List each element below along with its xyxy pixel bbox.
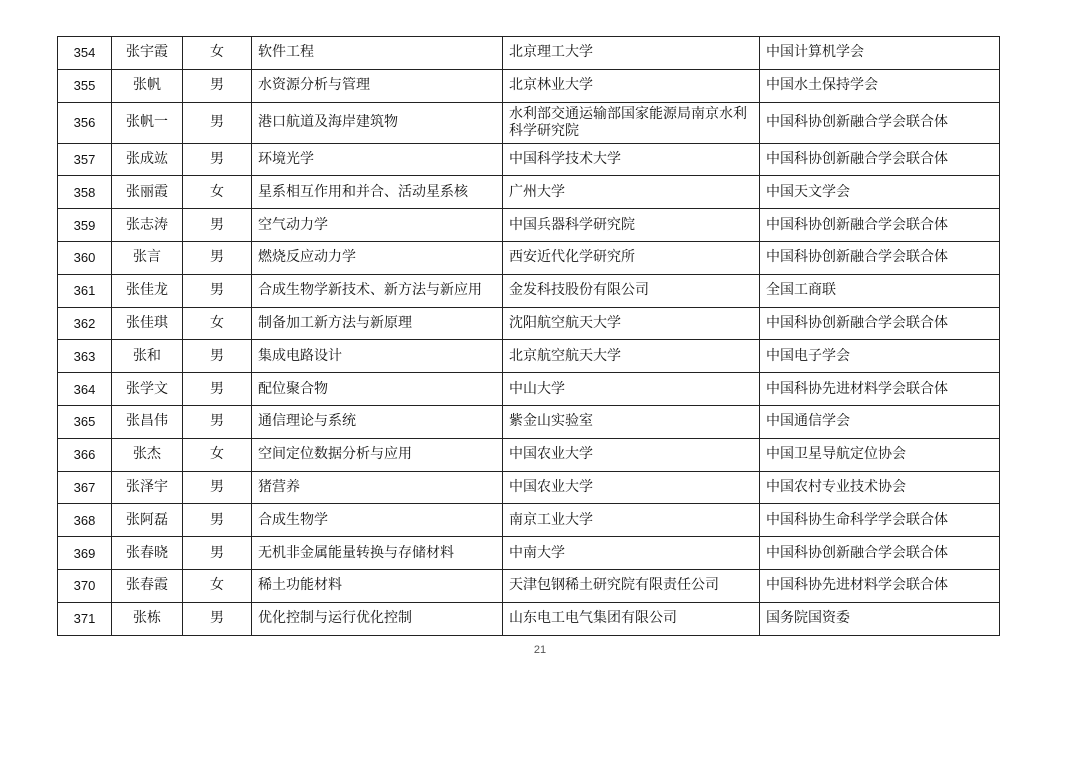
cell-recommender: 国务院国资委 (760, 602, 1000, 635)
cell-number: 367 (58, 471, 112, 504)
table-row (58, 569, 1000, 602)
cell-name: 张帆一 (112, 102, 183, 143)
cell-name: 张成竑 (112, 143, 183, 176)
cell-number: 366 (58, 438, 112, 471)
cell-research-field: 星系相互作用和并合、活动星系核 (252, 176, 503, 209)
cell-gender: 男 (183, 241, 252, 274)
cell-gender: 男 (183, 537, 252, 570)
cell-organization: 广州大学 (503, 176, 760, 209)
table-body (58, 37, 1000, 636)
cell-research-field: 合成生物学新技术、新方法与新应用 (252, 274, 503, 307)
table-row (58, 143, 1000, 176)
cell-recommender: 中国计算机学会 (760, 37, 1000, 70)
cell-research-field: 稀土功能材料 (252, 569, 503, 602)
table-row (58, 176, 1000, 209)
cell-name: 张宇霞 (112, 37, 183, 70)
cell-organization: 中南大学 (503, 537, 760, 570)
cell-recommender: 中国科协创新融合学会联合体 (760, 209, 1000, 242)
cell-number: 359 (58, 209, 112, 242)
cell-gender: 女 (183, 438, 252, 471)
cell-gender: 男 (183, 274, 252, 307)
cell-recommender: 中国科协创新融合学会联合体 (760, 537, 1000, 570)
cell-number: 365 (58, 405, 112, 438)
cell-recommender: 中国天文学会 (760, 176, 1000, 209)
cell-recommender: 中国科协生命科学学会联合体 (760, 504, 1000, 537)
cell-gender: 男 (183, 504, 252, 537)
table-row (58, 340, 1000, 373)
cell-gender: 男 (183, 602, 252, 635)
cell-organization: 水利部交通运输部国家能源局南京水利科学研究院 (503, 102, 760, 143)
cell-gender: 男 (183, 69, 252, 102)
cell-recommender: 中国科协创新融合学会联合体 (760, 102, 1000, 143)
cell-name: 张阿磊 (112, 504, 183, 537)
table-row (58, 69, 1000, 102)
cell-name: 张丽霞 (112, 176, 183, 209)
cell-name: 张志涛 (112, 209, 183, 242)
cell-recommender: 中国通信学会 (760, 405, 1000, 438)
cell-research-field: 水资源分析与管理 (252, 69, 503, 102)
table-row (58, 504, 1000, 537)
cell-recommender: 中国卫星导航定位协会 (760, 438, 1000, 471)
cell-organization: 金发科技股份有限公司 (503, 274, 760, 307)
cell-research-field: 环境光学 (252, 143, 503, 176)
table-row (58, 307, 1000, 340)
table-row (58, 102, 1000, 143)
cell-name: 张杰 (112, 438, 183, 471)
cell-gender: 女 (183, 307, 252, 340)
cell-number: 362 (58, 307, 112, 340)
cell-gender: 男 (183, 471, 252, 504)
nominee-table (57, 36, 1000, 636)
cell-research-field: 燃烧反应动力学 (252, 241, 503, 274)
cell-organization: 紫金山实验室 (503, 405, 760, 438)
cell-name: 张佳琪 (112, 307, 183, 340)
cell-name: 张春霞 (112, 569, 183, 602)
cell-gender: 女 (183, 176, 252, 209)
cell-name: 张栋 (112, 602, 183, 635)
cell-number: 360 (58, 241, 112, 274)
cell-name: 张春晓 (112, 537, 183, 570)
cell-recommender: 中国电子学会 (760, 340, 1000, 373)
cell-organization: 北京理工大学 (503, 37, 760, 70)
cell-organization: 北京航空航天大学 (503, 340, 760, 373)
cell-name: 张昌伟 (112, 405, 183, 438)
table-row (58, 537, 1000, 570)
cell-research-field: 优化控制与运行优化控制 (252, 602, 503, 635)
cell-research-field: 合成生物学 (252, 504, 503, 537)
table-row (58, 209, 1000, 242)
cell-number: 368 (58, 504, 112, 537)
cell-recommender: 全国工商联 (760, 274, 1000, 307)
cell-number: 369 (58, 537, 112, 570)
cell-number: 370 (58, 569, 112, 602)
cell-name: 张佳龙 (112, 274, 183, 307)
table-row (58, 373, 1000, 406)
cell-number: 371 (58, 602, 112, 635)
cell-organization: 北京林业大学 (503, 69, 760, 102)
cell-name: 张泽宇 (112, 471, 183, 504)
cell-recommender: 中国农村专业技术协会 (760, 471, 1000, 504)
cell-gender: 男 (183, 209, 252, 242)
cell-research-field: 制备加工新方法与新原理 (252, 307, 503, 340)
cell-recommender: 中国科协先进材料学会联合体 (760, 569, 1000, 602)
table-row (58, 602, 1000, 635)
cell-number: 356 (58, 102, 112, 143)
cell-number: 354 (58, 37, 112, 70)
cell-organization: 沈阳航空航天大学 (503, 307, 760, 340)
cell-recommender: 中国科协创新融合学会联合体 (760, 143, 1000, 176)
cell-organization: 山东电工电气集团有限公司 (503, 602, 760, 635)
cell-number: 355 (58, 69, 112, 102)
cell-number: 358 (58, 176, 112, 209)
cell-number: 361 (58, 274, 112, 307)
cell-gender: 男 (183, 405, 252, 438)
table-row (58, 471, 1000, 504)
cell-organization: 中山大学 (503, 373, 760, 406)
cell-recommender: 中国科协创新融合学会联合体 (760, 241, 1000, 274)
cell-gender: 男 (183, 373, 252, 406)
cell-research-field: 软件工程 (252, 37, 503, 70)
cell-organization: 中国科学技术大学 (503, 143, 760, 176)
cell-number: 364 (58, 373, 112, 406)
cell-number: 357 (58, 143, 112, 176)
cell-gender: 男 (183, 102, 252, 143)
page-number: 21 (533, 644, 547, 656)
cell-organization: 中国农业大学 (503, 471, 760, 504)
table-row (58, 37, 1000, 70)
cell-research-field: 无机非金属能量转换与存储材料 (252, 537, 503, 570)
cell-gender: 男 (183, 340, 252, 373)
cell-research-field: 空气动力学 (252, 209, 503, 242)
cell-research-field: 集成电路设计 (252, 340, 503, 373)
cell-recommender: 中国科协创新融合学会联合体 (760, 307, 1000, 340)
cell-research-field: 猪营养 (252, 471, 503, 504)
cell-research-field: 配位聚合物 (252, 373, 503, 406)
table-row (58, 438, 1000, 471)
table-row (58, 241, 1000, 274)
cell-organization: 南京工业大学 (503, 504, 760, 537)
cell-organization: 西安近代化学研究所 (503, 241, 760, 274)
cell-gender: 男 (183, 143, 252, 176)
cell-name: 张和 (112, 340, 183, 373)
cell-research-field: 港口航道及海岸建筑物 (252, 102, 503, 143)
cell-gender: 女 (183, 569, 252, 602)
table-row (58, 405, 1000, 438)
table-row (58, 274, 1000, 307)
cell-name: 张学文 (112, 373, 183, 406)
cell-name: 张帆 (112, 69, 183, 102)
cell-research-field: 空间定位数据分析与应用 (252, 438, 503, 471)
cell-name: 张言 (112, 241, 183, 274)
cell-gender: 女 (183, 37, 252, 70)
cell-recommender: 中国水土保持学会 (760, 69, 1000, 102)
cell-organization: 天津包钢稀土研究院有限责任公司 (503, 569, 760, 602)
cell-organization: 中国兵器科学研究院 (503, 209, 760, 242)
cell-recommender: 中国科协先进材料学会联合体 (760, 373, 1000, 406)
cell-research-field: 通信理论与系统 (252, 405, 503, 438)
cell-organization: 中国农业大学 (503, 438, 760, 471)
cell-number: 363 (58, 340, 112, 373)
